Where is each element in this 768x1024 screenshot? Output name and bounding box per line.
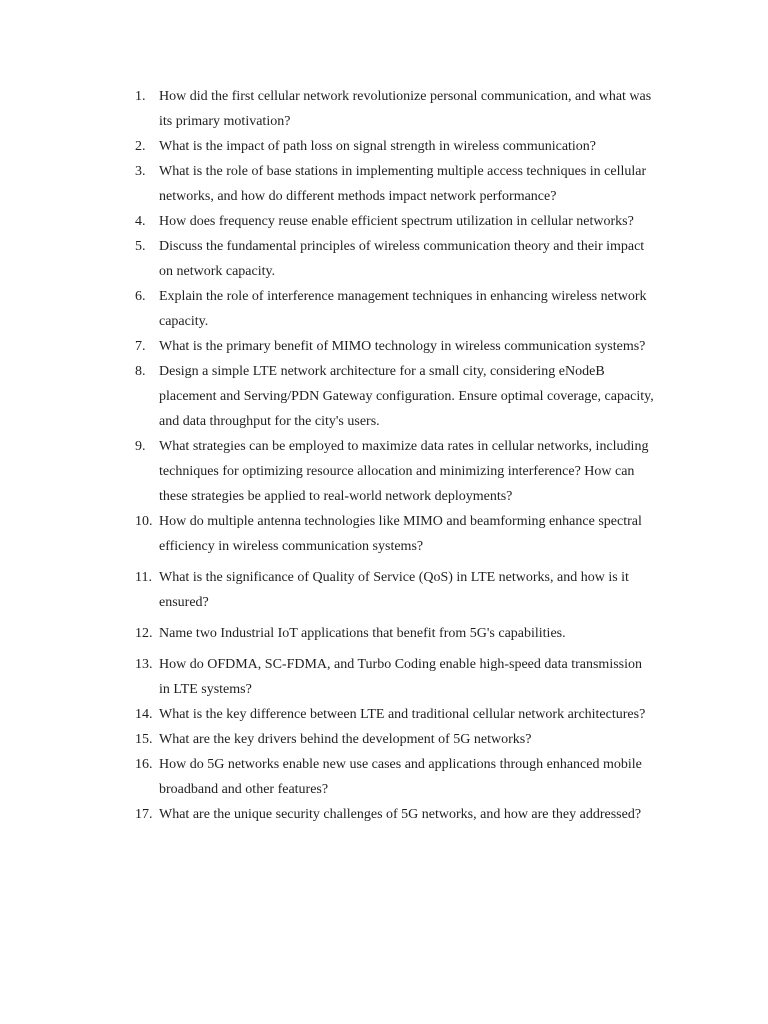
question-item-5 — [135, 234, 655, 284]
question-item-1 — [135, 84, 655, 134]
question-item-8 — [135, 359, 655, 434]
question-number: 12. — [135, 626, 153, 641]
question-number: 5. — [135, 239, 146, 254]
question-item-3 — [135, 159, 655, 209]
question-number: 11. — [135, 570, 152, 585]
question-text: What is the significance of Quality of Service (QoS) in LTE networks, and how is it ensured? — [159, 570, 629, 610]
question-number: 10. — [135, 514, 153, 529]
question-number: 8. — [135, 364, 146, 379]
question-text: How did the first cellular network revolutionize personal communication, and what was its primary motivation? — [159, 89, 652, 129]
question-number: 14. — [135, 707, 153, 722]
question-item-7 — [135, 334, 655, 359]
question-item-10 — [135, 509, 655, 559]
question-item-17 — [135, 802, 655, 827]
question-text: How do multiple antenna technologies like MIMO and beamforming enhance spectral efficiency in wireless communication systems? — [159, 514, 642, 554]
question-text: Explain the role of interference management techniques in enhancing wireless network capacity. — [159, 289, 647, 329]
question-text: What is the key difference between LTE and traditional cellular network architectures? — [159, 707, 646, 722]
question-number: 3. — [135, 164, 146, 179]
question-number: 1. — [135, 89, 146, 104]
question-item-12 — [135, 621, 655, 646]
question-text: Design a simple LTE network architecture for a small city, considering eNodeB placement and Serving/PDN Gateway configuration. Ensure optimal coverage, capacity, and data throughput for the city's users. — [159, 364, 654, 429]
question-list — [135, 84, 655, 827]
question-text: What is the impact of path loss on signal strength in wireless communication? — [159, 139, 597, 154]
question-number: 15. — [135, 732, 153, 747]
question-number: 7. — [135, 339, 146, 354]
question-text: What is the role of base stations in implementing multiple access techniques in cellular networks, and how do different methods impact network performance? — [159, 164, 647, 204]
question-number: 13. — [135, 657, 153, 672]
question-text: How does frequency reuse enable efficient spectrum utilization in cellular networks? — [159, 214, 634, 229]
question-number: 16. — [135, 757, 153, 772]
question-text: What strategies can be employed to maximize data rates in cellular networks, including techniques for optimizing resource allocation and minimizing interference? How can these strategies be applied to real-world network deployments? — [159, 439, 649, 504]
question-item-6 — [135, 284, 655, 334]
question-text: What are the key drivers behind the development of 5G networks? — [159, 732, 532, 747]
question-item-16 — [135, 752, 655, 802]
question-text: Name two Industrial IoT applications that benefit from 5G's capabilities. — [159, 626, 566, 641]
question-item-2 — [135, 134, 655, 159]
question-text: What are the unique security challenges of 5G networks, and how are they addressed? — [159, 807, 642, 822]
question-item-15 — [135, 727, 655, 752]
question-number: 9. — [135, 439, 146, 454]
question-number: 6. — [135, 289, 146, 304]
question-text: How do OFDMA, SC-FDMA, and Turbo Coding enable high-speed data transmission in LTE systems? — [159, 657, 642, 697]
question-item-4 — [135, 209, 655, 234]
question-item-11 — [135, 565, 655, 615]
question-item-14 — [135, 702, 655, 727]
question-number: 4. — [135, 214, 146, 229]
question-item-13 — [135, 652, 655, 702]
question-item-9 — [135, 434, 655, 509]
question-number: 17. — [135, 807, 153, 822]
question-text: How do 5G networks enable new use cases and applications through enhanced mobile broadband and other features? — [159, 757, 642, 797]
question-text: Discuss the fundamental principles of wireless communication theory and their impact on network capacity. — [159, 239, 645, 279]
question-number: 2. — [135, 139, 146, 154]
question-text: What is the primary benefit of MIMO technology in wireless communication systems? — [159, 339, 646, 354]
